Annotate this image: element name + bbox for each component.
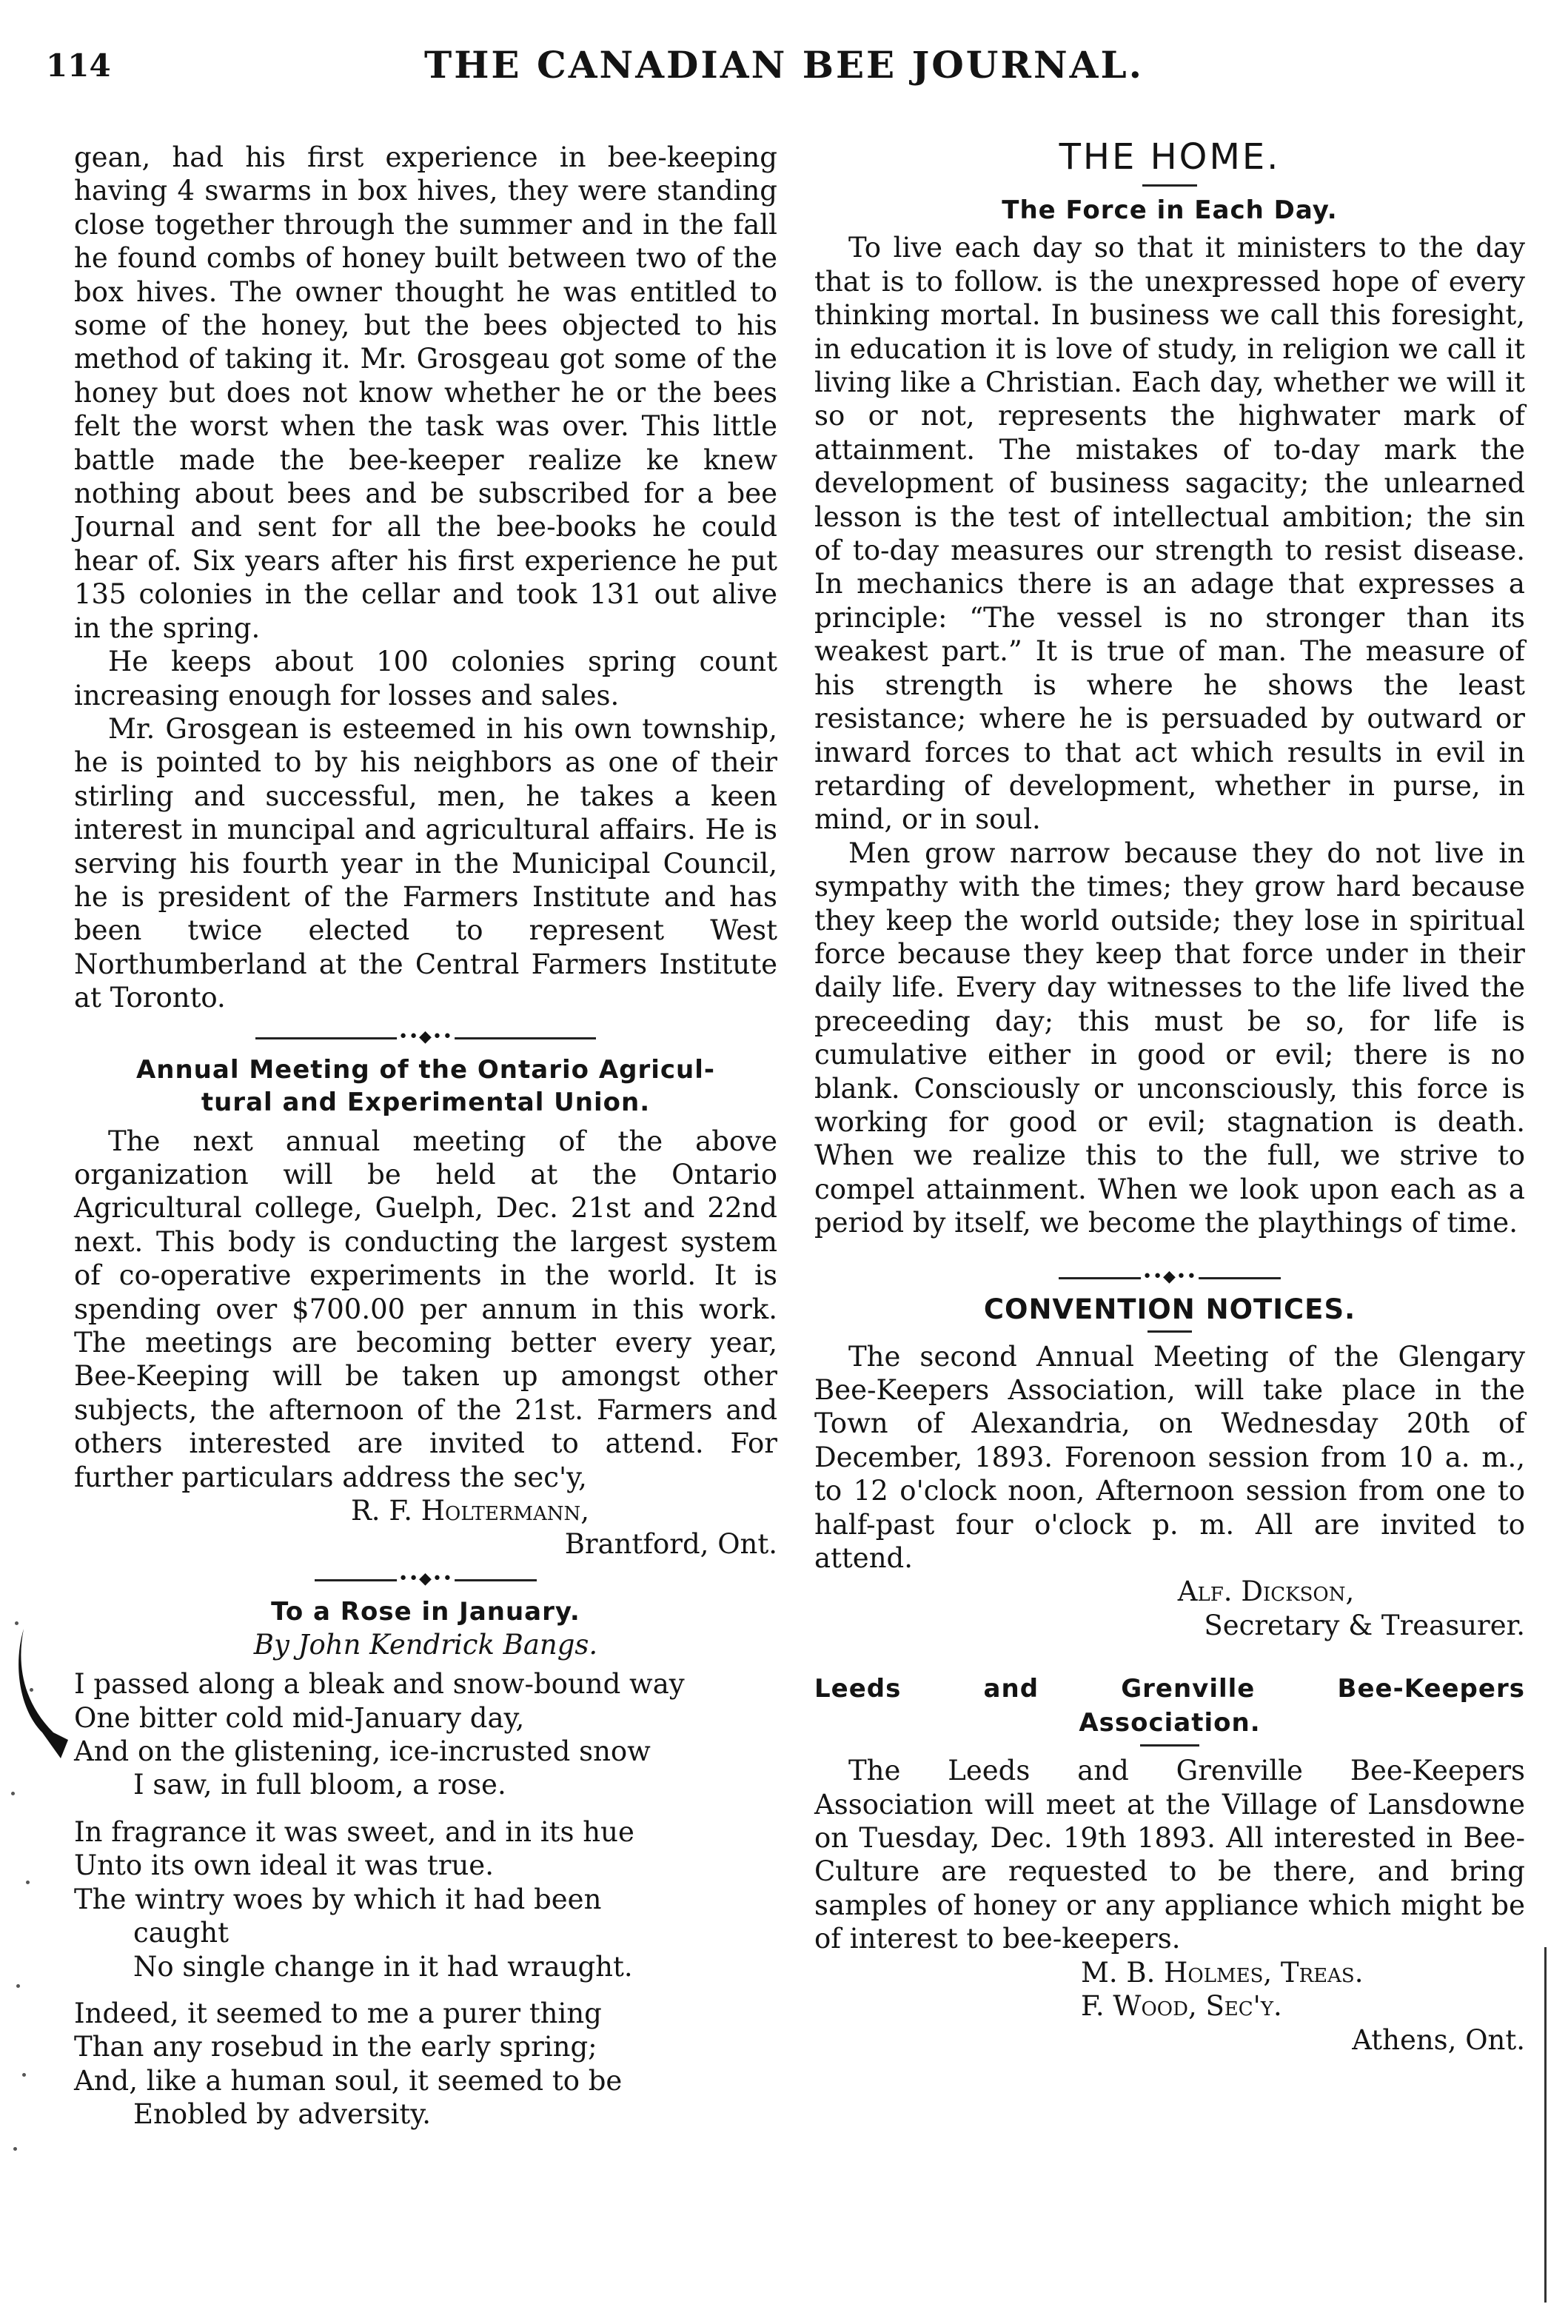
poem bbox=[74, 1667, 777, 2131]
force-heading: The Force in Each Day. bbox=[1002, 195, 1338, 226]
ornamental-rule: ••◆•• bbox=[255, 1027, 596, 1049]
signature-line: F. Wood, Sec'y. bbox=[1081, 1990, 1282, 2023]
signature-name: Alf. Dickson, bbox=[1177, 1575, 1355, 1608]
left-column bbox=[74, 141, 777, 2145]
bio-paragraph: gean, had his first experience in bee-keeping having 4 swarms in box hives, they were standing close together through the summer and in the fall he found combs of honey built between two of the box hives. The owner thought he was entitled to some of the honey, but the bees objected to his method of taking it. Mr. Grosgeau got some of the honey but does not know whether he or the bees felt the worst when the task was over. This little battle made the bee-keeper realize ke knew nothing about bees and be subscribed for a bee Journal and sent for all the bee-books he could hear of. Six years after his first experience he put 135 colonies in the cellar and took 131 out alive in the spring. bbox=[74, 141, 777, 644]
signature-line: Athens, Ont. bbox=[1352, 2023, 1525, 2056]
bio-paragraph: He keeps about 100 colonies spring count increasing enough for losses and sales. bbox=[74, 646, 777, 711]
poem-byline: By John Kendrick Bangs. bbox=[253, 1628, 598, 1661]
page-edge-line bbox=[1544, 1947, 1547, 2303]
poem-stanza: Indeed, it seemed to me a purer thing Than any rosebud in the early spring; And, like a human soul, it seemed to be Enobled by adversity. bbox=[74, 1997, 623, 2131]
annual-meeting-heading: Annual Meeting of the Ontario Agricul- tural and Experimental Union. bbox=[135, 1054, 716, 1117]
heading-rule bbox=[1140, 1744, 1199, 1747]
signature-name: R. F. Holtermann, bbox=[350, 1495, 590, 1527]
signature-place: Brantford, Ont. bbox=[564, 1528, 777, 1561]
home-heading: THE HOME. bbox=[1059, 136, 1281, 178]
page-number: 114 bbox=[46, 47, 111, 84]
journal-title: THE CANADIAN BEE JOURNAL. bbox=[423, 43, 1145, 87]
convention-heading: CONVENTION NOTICES. bbox=[983, 1293, 1356, 1325]
force-paragraph: To live each day so that it ministers to the day that is to follow. is the unexpressed hope of every thinking mortal. In business we call this foresight, in education it is love of study, in religion we call it living like a Christian. Each day, whether we will it so or not, represents the highwater mark of attainment. The mistakes of to-day mark the development of business sagacity; the unlearned lesson is the test of intellectual ambition; the sin of to-day measures our strength to resist disease. In mechanics there is an adage that expresses a principle: “The vessel is no stronger than its weakest part.” It is true of man. The measure of his strength is where he shows the least resistance; where he is persuaded by outward or inward forces to that act which results in evil in retarding of development, whether in purse, in mind, or in soul. bbox=[814, 232, 1525, 836]
leeds-notice: The Leeds and Grenville Bee-Keepers Association will meet at the Village of Lansdowne on Tuesday, Dec. 19th 1893. All interested in Bee-Culture are requested to be there, and bring samples of honey or any appliance which might be of interest to bee-keepers. bbox=[814, 1755, 1525, 1955]
ornamental-rule: ••◆•• bbox=[315, 1569, 537, 1591]
heading-rule bbox=[1147, 1330, 1192, 1333]
page-header bbox=[0, 33, 1568, 92]
leeds-heading: Leeds and Grenville Bee-Keepers Association. bbox=[814, 1674, 1525, 1738]
bio-paragraph: Mr. Grosgean is esteemed in his own township, he is pointed to by his neighbors as one of their stirling and successful, men, he takes a keen interest in muncipal and agricultural affairs. He is serving his fourth year in the Municipal Council, he is president of the Farmers Institute and has been twice elected to represent West Northumberland at the Central Farmers Institute at Toronto. bbox=[74, 712, 777, 1014]
poem-stanza: I passed along a bleak and snow-bound way One bitter cold mid-January day, And on the glistening, ice-incrusted snow I saw, in full bloom, a rose. bbox=[74, 1668, 685, 1801]
heading-rule bbox=[1142, 184, 1197, 187]
margin-specks bbox=[0, 1599, 59, 2191]
poem-title: To a Rose in January. bbox=[271, 1596, 580, 1627]
signature-title: Secretary & Treasurer. bbox=[1204, 1609, 1525, 1641]
right-column bbox=[814, 136, 1525, 2057]
signature-line: M. B. Holmes, Treas. bbox=[1081, 1956, 1364, 1989]
force-paragraph: Men grow narrow because they do not live in sympathy with the times; they grow hard because they keep the world outside; they lose in spiritual force because they keep that force under in their daily life. Every day witnesses to the life lived the preceeding day; this must be so, for life is cumulative either in good or evil; there is no blank. Consciously or unconsciously, this force is working for good or evil; stagnation is death. When we realize this to the full, we strive to compel attainment. When we look upon each as a period by itself, we become the playthings of time. bbox=[814, 837, 1525, 1239]
poem-stanza: In fragrance it was sweet, and in its hue Unto its own ideal it was true. The wintry woes by which it had been caught No single change in it had wraught. bbox=[74, 1815, 634, 1983]
annual-meeting-body: The next annual meeting of the above organization will be held at the Ontario Agricultural college, Guelph, Dec. 21st and 22nd next. This body is conducting the largest system of co-operative experiments in the world. It is spending over $700.00 per annum in this work. The meetings are becoming better every year, Bee-Keeping will be taken up amongst other subjects, the afternoon of the 21st. Farmers and others interested are invited to attend. For further particulars address the sec'y, bbox=[74, 1125, 777, 1493]
glengary-notice: The second Annual Meeting of the Glengary Bee-Keepers Association, will take place in the Town of Alexandria, on Wednesday 20th of December, 1893. Forenoon session from 10 a. m., to 12 o'clock noon, Afternoon session from one to half-past four o'clock p. m. All are invited to attend. bbox=[814, 1340, 1525, 1575]
ornamental-rule: ••◆•• bbox=[1059, 1267, 1281, 1289]
